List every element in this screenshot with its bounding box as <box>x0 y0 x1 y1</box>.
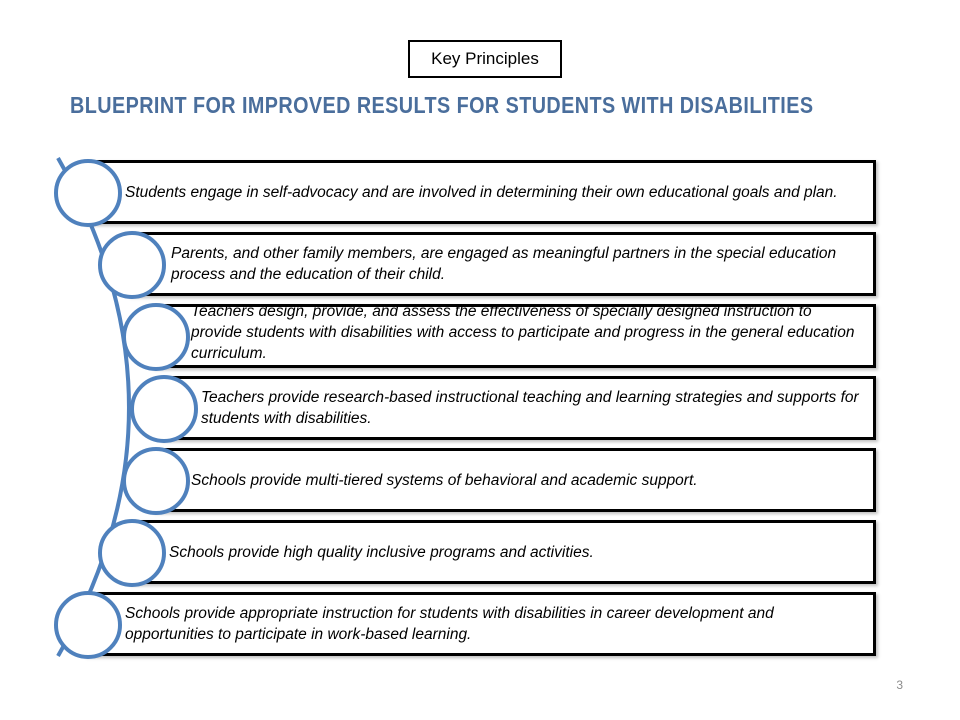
circle-bullet-3 <box>122 303 190 371</box>
principle-bar-6 <box>128 520 876 584</box>
principle-text-5: Schools provide multi-tiered systems of behavioral and academic support. <box>191 471 698 489</box>
principle-text-3: Teachers design, provide, and assess the effectiveness of specially designed instruction to provide students with disabilities with access to participate and progress in the general education curriculum. <box>191 303 855 362</box>
circle-bullet-2 <box>98 231 166 299</box>
principle-bar-7 <box>84 592 876 656</box>
principle-bar-3 <box>152 304 876 368</box>
principle-bar-4 <box>160 376 876 440</box>
principle-bar-1 <box>84 160 876 224</box>
principle-bar-5 <box>152 448 876 512</box>
principle-text-1: Students engage in self-advocacy and are involved in determining their own educational goals and plan. <box>125 183 838 201</box>
key-principles-label: Key Principles <box>408 40 562 78</box>
principle-bar-2 <box>128 232 876 296</box>
circle-bullet-4 <box>130 375 198 443</box>
circle-bullet-5 <box>122 447 190 515</box>
principle-text-7: Schools provide appropriate instruction for students with disabilities in career development and opportunities to participate in work-based learning. <box>125 605 774 643</box>
principle-text-4: Teachers provide research-based instructional teaching and learning strategies and supports for students with disabilities. <box>201 389 859 427</box>
page-number: 3 <box>896 678 903 692</box>
principle-text-2: Parents, and other family members, are engaged as meaningful partners in the special education process and the education of their child. <box>171 245 837 283</box>
principle-text-6: Schools provide high quality inclusive programs and activities. <box>169 543 594 561</box>
circle-bullet-6 <box>98 519 166 587</box>
circle-bullet-7 <box>54 591 122 659</box>
page-title: BLUEPRINT FOR IMPROVED RESULTS FOR STUDENTS WITH DISABILITIES <box>70 92 814 118</box>
circle-bullet-1 <box>54 159 122 227</box>
